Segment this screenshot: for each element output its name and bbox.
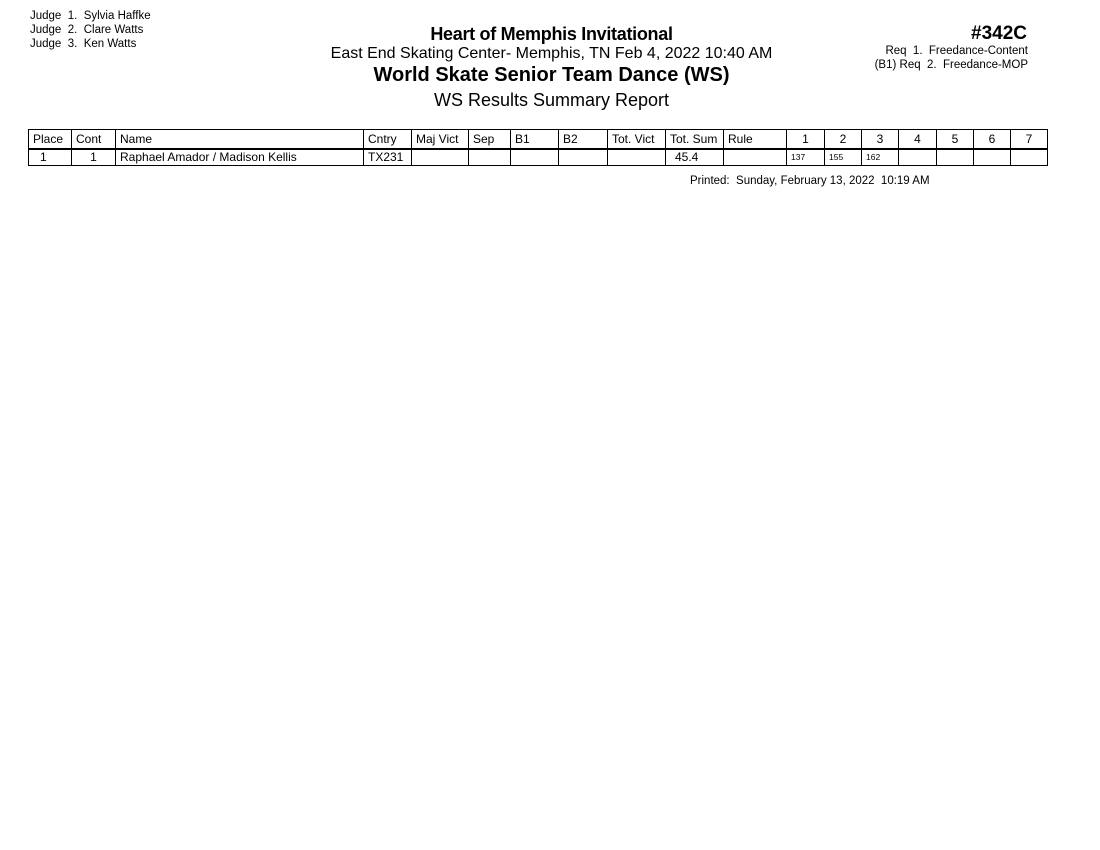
event-code: #342C <box>971 23 1027 44</box>
requirement-2: (B1) Req 2. Freedance-MOP <box>874 59 1028 71</box>
col-cont: Cont <box>72 130 116 149</box>
venue-date: East End Skating Center- Memphis, TN Feb 4, 2022 10:40 AM <box>330 45 773 62</box>
judge-1: Judge 1. Sylvia Haffke <box>30 10 151 22</box>
col-place: Place <box>29 130 72 149</box>
cell-judge-7 <box>1011 149 1048 166</box>
col-judge-1: 1 <box>787 130 825 149</box>
col-tot-vict: Tot. Vict <box>608 130 666 149</box>
cell-rule <box>724 149 787 166</box>
cell-cntry: TX231 <box>364 149 412 166</box>
competition-title: Heart of Memphis Invitational <box>430 24 673 44</box>
col-judge-4: 4 <box>899 130 937 149</box>
cell-name: Raphael Amador / Madison Kellis <box>116 149 364 166</box>
col-cntry: Cntry <box>364 130 412 149</box>
col-maj-vict: Maj Vict <box>412 130 469 149</box>
col-sep: Sep <box>469 130 511 149</box>
cell-cont: 1 <box>72 149 116 166</box>
cell-judge-3: 162 <box>862 149 899 166</box>
col-tot-sum: Tot. Sum <box>666 130 724 149</box>
judge-2: Judge 2. Clare Watts <box>30 24 144 36</box>
cell-judge-5 <box>937 149 974 166</box>
cell-judge-4 <box>899 149 937 166</box>
cell-tot-vict <box>608 149 666 166</box>
cell-judge-1: 137 <box>787 149 825 166</box>
col-judge-2: 2 <box>825 130 862 149</box>
requirements-list <box>820 44 1028 72</box>
col-b1: B1 <box>511 130 559 149</box>
report-title: WS Results Summary Report <box>433 90 670 110</box>
col-judge-6: 6 <box>974 130 1011 149</box>
cell-b1 <box>511 149 559 166</box>
printed-timestamp: Printed: Sunday, February 13, 2022 10:19 AM <box>690 175 930 187</box>
requirement-1: Req 1. Freedance-Content <box>885 45 1028 57</box>
col-judge-7: 7 <box>1011 130 1048 149</box>
cell-place: 1 <box>29 149 72 166</box>
col-name: Name <box>116 130 364 149</box>
cell-sep <box>469 149 511 166</box>
table-row <box>29 149 1048 166</box>
cell-judge-6 <box>974 149 1011 166</box>
cell-maj-vict <box>412 149 469 166</box>
col-rule: Rule <box>724 130 787 149</box>
judge-3: Judge 3. Ken Watts <box>30 38 137 50</box>
results-table <box>28 129 1048 166</box>
col-judge-5: 5 <box>937 130 974 149</box>
col-b2: B2 <box>559 130 608 149</box>
event-name: World Skate Senior Team Dance (WS) <box>373 64 730 86</box>
judges-list <box>30 9 151 51</box>
col-judge-3: 3 <box>862 130 899 149</box>
cell-b2 <box>559 149 608 166</box>
cell-judge-2: 155 <box>825 149 862 166</box>
cell-tot-sum: 45.4 <box>666 149 724 166</box>
table-header-row <box>29 130 1048 149</box>
